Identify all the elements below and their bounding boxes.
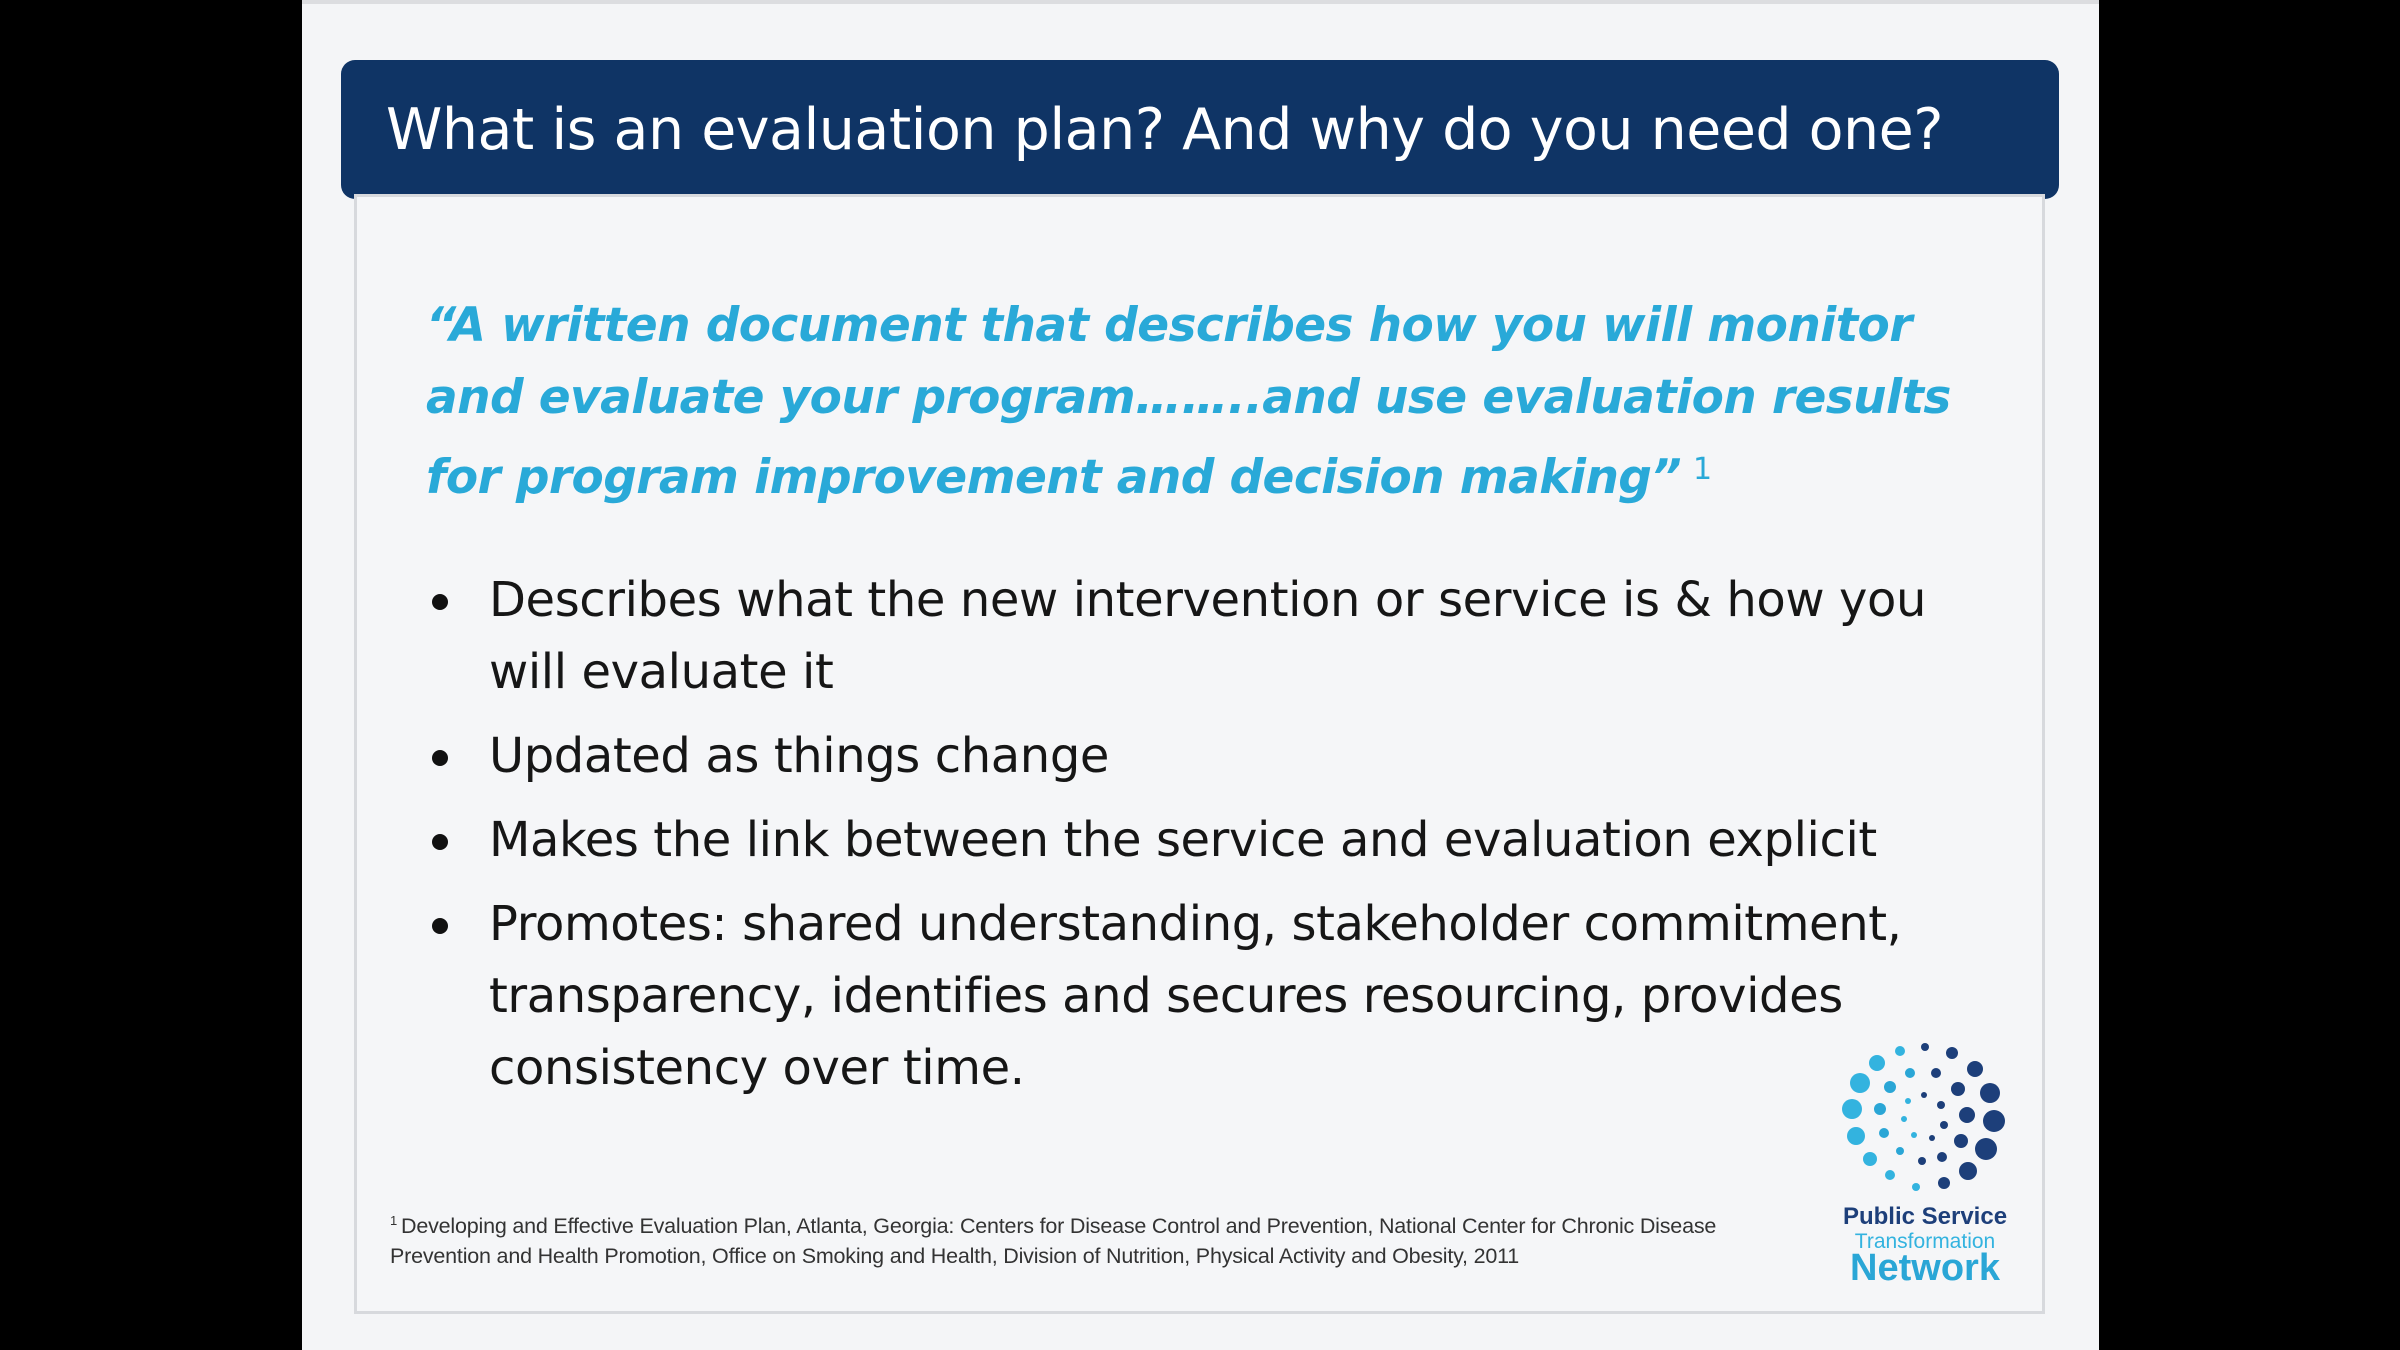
logo-dots-icon bbox=[1840, 1037, 2010, 1197]
title-bar bbox=[341, 60, 2059, 199]
bullet-icon bbox=[432, 834, 448, 850]
footnote-mark: 1 bbox=[390, 1213, 398, 1228]
bullet-icon bbox=[432, 594, 448, 610]
footnote-text: Developing and Effective Evaluation Plan, Atlanta, Georgia: Centers for Disease Control and Prevention, National Center for Chronic Disease Prevention and Health Promotion, Office on Smoking and Health, Division of Nutrition, Physical Activity and Obesity, 2011 bbox=[390, 1214, 1717, 1268]
quote-reference-mark: 1 bbox=[1693, 452, 1712, 487]
logo-text-line3: Network bbox=[1850, 1247, 2000, 1289]
psn-logo bbox=[1830, 1037, 2020, 1299]
logo-text-line2: Transformation bbox=[1854, 1230, 1996, 1253]
bullet-text: Updated as things change bbox=[489, 728, 1110, 784]
bullet-list bbox=[420, 564, 1980, 1116]
bullet-text: Promotes: shared understanding, stakeholder commitment, transparency, identifies and secures resourcing, provides consistency over time. bbox=[489, 896, 1902, 1096]
footnote bbox=[390, 1206, 1810, 1271]
logo-text-line1: Public Service bbox=[1842, 1203, 2008, 1230]
bullet-text: Describes what the new intervention or service is & how you will evaluate it bbox=[489, 572, 1927, 700]
definition-quote bbox=[426, 290, 1986, 514]
slide bbox=[302, 0, 2099, 1350]
slide-title: What is an evaluation plan? And why do you need one? bbox=[386, 96, 1944, 163]
bullet-icon bbox=[432, 918, 448, 934]
bullet-item bbox=[420, 720, 1980, 792]
bullet-icon bbox=[432, 750, 448, 766]
bullet-item bbox=[420, 888, 1980, 1104]
quote-text: “A written document that describes how you will monitor and evaluate your program……..and use evaluation results for program improvement and decision making” bbox=[426, 298, 1951, 505]
bullet-item bbox=[420, 804, 1980, 876]
bullet-item bbox=[420, 564, 1980, 708]
bullet-text: Makes the link between the service and evaluation explicit bbox=[489, 812, 1877, 868]
